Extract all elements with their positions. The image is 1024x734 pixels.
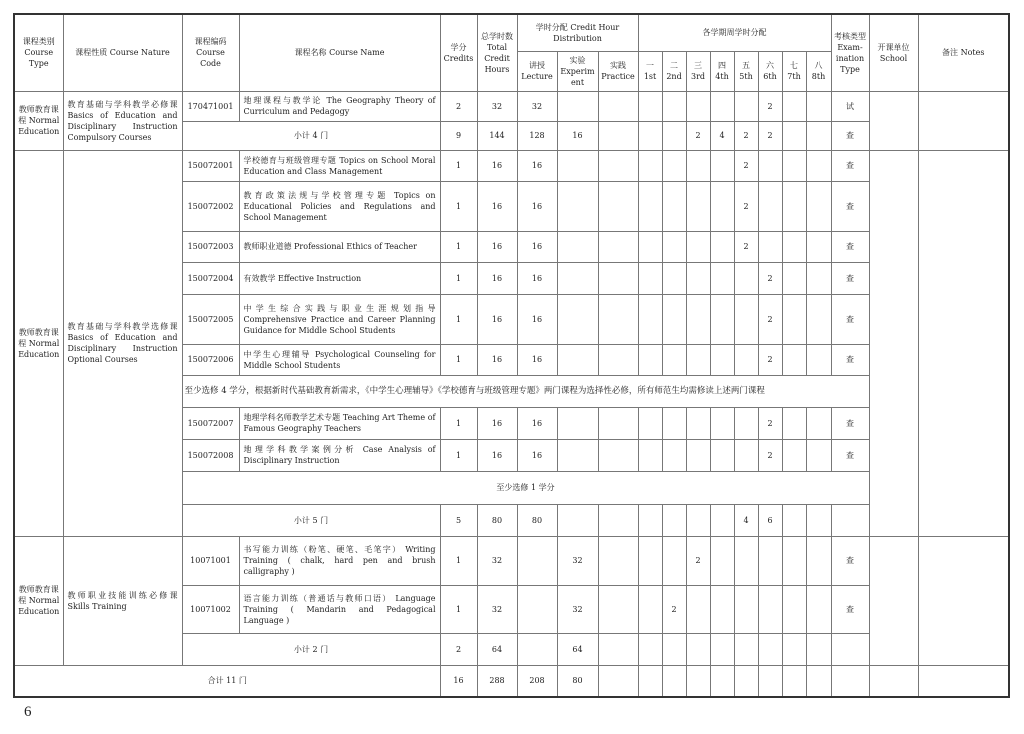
table-row <box>14 536 1009 585</box>
credits-cell: 1 <box>440 181 477 231</box>
total-hours-cell: 144 <box>477 121 517 150</box>
table-body <box>14 91 1009 697</box>
header-semester: 二 2nd <box>662 51 686 91</box>
total-hours-cell: 16 <box>477 439 517 471</box>
semester-hours-cell <box>686 262 710 294</box>
experiment-cell <box>557 504 598 536</box>
semester-hours-cell <box>710 536 734 585</box>
semester-hours-cell <box>662 294 686 344</box>
header-course-code: 课程编码 Course Code <box>182 14 239 91</box>
semester-hours-cell <box>710 150 734 181</box>
semester-hours-cell <box>638 536 662 585</box>
lecture-cell: 208 <box>517 665 557 697</box>
semester-hours-cell: 2 <box>758 121 782 150</box>
course-code-cell: 10071002 <box>182 585 239 633</box>
course-name-cell: 地理学科名师教学艺术专题 Teaching Art Theme of Famous Geography Teachers <box>239 407 440 439</box>
course-name-cell: 地理学科教学案例分析 Case Analysis of Disciplinary Instruction <box>239 439 440 471</box>
semester-hours-cell <box>782 407 806 439</box>
lecture-cell: 16 <box>517 344 557 375</box>
practice-cell <box>598 150 638 181</box>
semester-hours-cell <box>662 91 686 121</box>
exam-type-cell: 试 <box>831 91 869 121</box>
course-type-cell: 教师教育课程 Normal Education <box>14 536 63 665</box>
exam-type-cell: 查 <box>831 262 869 294</box>
subtotal-label: 小计 5 门 <box>182 504 440 536</box>
total-hours-cell: 16 <box>477 262 517 294</box>
semester-hours-cell <box>638 91 662 121</box>
semester-hours-cell: 2 <box>662 585 686 633</box>
credits-cell: 16 <box>440 665 477 697</box>
experiment-cell: 32 <box>557 536 598 585</box>
semester-hours-cell <box>662 439 686 471</box>
semester-hours-cell <box>806 150 831 181</box>
semester-hours-cell <box>734 633 758 665</box>
course-code-cell: 170471001 <box>182 91 239 121</box>
course-code-cell: 150072007 <box>182 407 239 439</box>
total-hours-cell: 16 <box>477 231 517 262</box>
semester-hours-cell <box>782 181 806 231</box>
exam-type-cell <box>831 665 869 697</box>
header-distribution: 学时分配 Credit Hour Distribution <box>517 14 638 51</box>
course-name-cell: 有效教学 Effective Instruction <box>239 262 440 294</box>
semester-hours-cell <box>638 294 662 344</box>
semester-hours-cell <box>782 536 806 585</box>
lecture-cell: 16 <box>517 150 557 181</box>
exam-type-cell <box>831 504 869 536</box>
notes-cell <box>918 91 1009 150</box>
total-hours-cell: 32 <box>477 585 517 633</box>
credits-cell: 1 <box>440 262 477 294</box>
credits-cell: 1 <box>440 231 477 262</box>
semester-hours-cell: 2 <box>734 150 758 181</box>
semester-hours-cell <box>734 585 758 633</box>
semester-hours-cell <box>782 439 806 471</box>
semester-hours-cell <box>638 121 662 150</box>
semester-hours-cell <box>782 633 806 665</box>
semester-hours-cell <box>710 344 734 375</box>
grand-total-label: 合计 11 门 <box>14 665 440 697</box>
lecture-cell: 80 <box>517 504 557 536</box>
total-hours-cell: 16 <box>477 407 517 439</box>
semester-hours-cell: 2 <box>734 181 758 231</box>
lecture-cell: 128 <box>517 121 557 150</box>
practice-cell <box>598 536 638 585</box>
practice-cell <box>598 633 638 665</box>
total-hours-cell: 32 <box>477 536 517 585</box>
semester-hours-cell <box>806 91 831 121</box>
notes-cell <box>918 665 1009 697</box>
header-practice: 实践 Practice <box>598 51 638 91</box>
school-cell <box>869 91 918 150</box>
practice-cell <box>598 262 638 294</box>
course-nature-cell: 教育基础与学科教学选修课 Basics of Education and Disciplinary Instruction Optional Courses <box>63 150 182 536</box>
semester-hours-cell <box>686 504 710 536</box>
exam-type-cell: 查 <box>831 150 869 181</box>
header-notes: 备注 Notes <box>918 14 1009 91</box>
total-hours-cell: 16 <box>477 150 517 181</box>
semester-hours-cell: 2 <box>686 536 710 585</box>
semester-hours-cell <box>806 633 831 665</box>
semester-hours-cell: 2 <box>758 344 782 375</box>
course-name-cell: 中学生心理辅导 Psychological Counseling for Middle School Students <box>239 344 440 375</box>
school-cell <box>869 665 918 697</box>
practice-cell <box>598 344 638 375</box>
semester-hours-cell <box>710 585 734 633</box>
semester-hours-cell <box>662 407 686 439</box>
semester-hours-cell <box>806 262 831 294</box>
exam-type-cell: 查 <box>831 344 869 375</box>
semester-hours-cell <box>734 665 758 697</box>
total-hours-cell: 16 <box>477 294 517 344</box>
page-number: 6 <box>24 704 32 720</box>
semester-hours-cell: 4 <box>734 504 758 536</box>
semester-hours-cell <box>806 585 831 633</box>
practice-cell <box>598 439 638 471</box>
lecture-cell <box>517 585 557 633</box>
exam-type-cell: 查 <box>831 585 869 633</box>
semester-hours-cell <box>638 262 662 294</box>
semester-hours-cell <box>686 91 710 121</box>
experiment-cell <box>557 439 598 471</box>
total-hours-cell: 16 <box>477 344 517 375</box>
credits-cell: 1 <box>440 150 477 181</box>
semester-hours-cell <box>710 91 734 121</box>
course-nature-cell: 教育基础与学科教学必修课 Basics of Education and Disciplinary Instruction Compulsory Courses <box>63 91 182 150</box>
semester-hours-cell <box>758 536 782 585</box>
credits-cell: 1 <box>440 407 477 439</box>
course-name-cell: 地理课程与教学论 The Geography Theory of Curriculum and Pedagogy <box>239 91 440 121</box>
semester-hours-cell <box>782 585 806 633</box>
experiment-cell: 80 <box>557 665 598 697</box>
credits-cell: 1 <box>440 536 477 585</box>
table-row <box>14 150 1009 181</box>
semester-hours-cell <box>638 344 662 375</box>
experiment-cell <box>557 294 598 344</box>
semester-hours-cell <box>806 665 831 697</box>
course-type-cell: 教师教育课程 Normal Education <box>14 150 63 536</box>
experiment-cell <box>557 344 598 375</box>
semester-hours-cell <box>758 181 782 231</box>
experiment-cell: 32 <box>557 585 598 633</box>
credits-cell: 1 <box>440 294 477 344</box>
header-semester: 六 6th <box>758 51 782 91</box>
lecture-cell: 16 <box>517 181 557 231</box>
experiment-cell <box>557 231 598 262</box>
experiment-cell <box>557 407 598 439</box>
experiment-cell: 64 <box>557 633 598 665</box>
semester-hours-cell <box>782 504 806 536</box>
total-hours-cell: 64 <box>477 633 517 665</box>
header-course-name: 课程名称 Course Name <box>239 14 440 91</box>
note-cell: 至少选修 4 学分，根据新时代基础教育新需求，《中学生心理辅导》《学校德育与班级管理专题》两门课程为选择性必修，所有师范生均需修读上述两门课程 <box>182 375 869 407</box>
semester-hours-cell <box>662 262 686 294</box>
semester-hours-cell <box>758 633 782 665</box>
semester-hours-cell <box>782 231 806 262</box>
semester-hours-cell <box>734 439 758 471</box>
semester-hours-cell <box>806 439 831 471</box>
header-lecture: 讲授 Lecture <box>517 51 557 91</box>
semester-hours-cell <box>686 181 710 231</box>
semester-hours-cell <box>710 439 734 471</box>
practice-cell <box>598 231 638 262</box>
semester-hours-cell <box>710 262 734 294</box>
practice-cell <box>598 504 638 536</box>
table-row <box>14 91 1009 121</box>
semester-hours-cell <box>638 504 662 536</box>
practice-cell <box>598 121 638 150</box>
semester-hours-cell <box>806 536 831 585</box>
semester-hours-cell <box>806 504 831 536</box>
semester-hours-cell <box>806 121 831 150</box>
semester-hours-cell: 2 <box>734 121 758 150</box>
semester-hours-cell <box>686 665 710 697</box>
semester-hours-cell <box>710 294 734 344</box>
credits-cell: 1 <box>440 344 477 375</box>
semester-hours-cell <box>662 633 686 665</box>
semester-hours-cell <box>638 181 662 231</box>
practice-cell <box>598 407 638 439</box>
semester-hours-cell: 2 <box>758 439 782 471</box>
semester-hours-cell <box>782 150 806 181</box>
lecture-cell: 16 <box>517 231 557 262</box>
semester-hours-cell <box>734 294 758 344</box>
header-exam-type: 考核类型 Exam-ination Type <box>831 14 869 91</box>
course-name-cell: 教师职业道德 Professional Ethics of Teacher <box>239 231 440 262</box>
semester-hours-cell <box>806 294 831 344</box>
semester-hours-cell <box>806 231 831 262</box>
semester-hours-cell <box>686 585 710 633</box>
semester-hours-cell <box>710 665 734 697</box>
semester-hours-cell <box>710 181 734 231</box>
semester-hours-cell <box>806 181 831 231</box>
notes-cell <box>918 536 1009 665</box>
exam-type-cell: 查 <box>831 439 869 471</box>
semester-hours-cell <box>686 231 710 262</box>
semester-hours-cell <box>806 344 831 375</box>
lecture-cell: 32 <box>517 91 557 121</box>
header-experiment: 实验 Experiment <box>557 51 598 91</box>
semester-hours-cell <box>710 407 734 439</box>
exam-type-cell <box>831 633 869 665</box>
semester-hours-cell <box>686 344 710 375</box>
lecture-cell: 16 <box>517 262 557 294</box>
header-semester: 三 3rd <box>686 51 710 91</box>
header-semester: 八 8th <box>806 51 831 91</box>
header-semesters: 各学期周学时分配 <box>638 14 831 51</box>
lecture-cell <box>517 633 557 665</box>
semester-hours-cell <box>638 633 662 665</box>
credits-cell: 2 <box>440 91 477 121</box>
course-code-cell: 150072003 <box>182 231 239 262</box>
semester-hours-cell <box>758 585 782 633</box>
semester-hours-cell <box>686 150 710 181</box>
header-semester: 五 5th <box>734 51 758 91</box>
semester-hours-cell <box>638 585 662 633</box>
semester-hours-cell: 6 <box>758 504 782 536</box>
lecture-cell <box>517 536 557 585</box>
semester-hours-cell <box>686 439 710 471</box>
semester-hours-cell <box>710 633 734 665</box>
semester-hours-cell <box>662 181 686 231</box>
semester-hours-cell <box>662 121 686 150</box>
credits-cell: 1 <box>440 439 477 471</box>
school-cell <box>869 150 918 536</box>
semester-hours-cell <box>662 536 686 585</box>
semester-hours-cell <box>782 91 806 121</box>
header-course-nature: 课程性质 Course Nature <box>63 14 182 91</box>
course-name-cell: 学校德育与班级管理专题 Topics on School Moral Education and Class Management <box>239 150 440 181</box>
header-course-type: 课程类别 Course Type <box>14 14 63 91</box>
semester-hours-cell <box>662 231 686 262</box>
semester-hours-cell <box>758 150 782 181</box>
semester-hours-cell <box>734 91 758 121</box>
semester-hours-cell <box>734 262 758 294</box>
semester-hours-cell: 2 <box>734 231 758 262</box>
semester-hours-cell <box>782 344 806 375</box>
exam-type-cell: 查 <box>831 536 869 585</box>
lecture-cell: 16 <box>517 407 557 439</box>
header-school: 开课单位 School <box>869 14 918 91</box>
experiment-cell <box>557 262 598 294</box>
exam-type-cell: 查 <box>831 231 869 262</box>
semester-hours-cell <box>662 665 686 697</box>
credits-cell: 5 <box>440 504 477 536</box>
exam-type-cell: 查 <box>831 181 869 231</box>
semester-hours-cell <box>638 407 662 439</box>
semester-hours-cell <box>638 665 662 697</box>
experiment-cell <box>557 91 598 121</box>
semester-hours-cell <box>806 407 831 439</box>
grand-total-row <box>14 665 1009 697</box>
experiment-cell <box>557 150 598 181</box>
credits-cell: 1 <box>440 585 477 633</box>
semester-hours-cell <box>710 504 734 536</box>
semester-hours-cell <box>662 344 686 375</box>
semester-hours-cell <box>782 294 806 344</box>
semester-hours-cell <box>638 439 662 471</box>
course-code-cell: 150072006 <box>182 344 239 375</box>
practice-cell <box>598 665 638 697</box>
semester-hours-cell <box>782 121 806 150</box>
subtotal-label: 小计 4 门 <box>182 121 440 150</box>
semester-hours-cell <box>638 231 662 262</box>
notes-cell <box>918 150 1009 536</box>
semester-hours-cell <box>638 150 662 181</box>
lecture-cell: 16 <box>517 439 557 471</box>
course-code-cell: 10071001 <box>182 536 239 585</box>
course-code-cell: 150072004 <box>182 262 239 294</box>
semester-hours-cell: 2 <box>758 91 782 121</box>
semester-hours-cell: 2 <box>758 294 782 344</box>
semester-hours-cell: 2 <box>686 121 710 150</box>
course-code-cell: 150072008 <box>182 439 239 471</box>
semester-hours-cell <box>662 504 686 536</box>
total-hours-cell: 32 <box>477 91 517 121</box>
exam-type-cell: 查 <box>831 294 869 344</box>
semester-hours-cell <box>734 536 758 585</box>
course-code-cell: 150072001 <box>182 150 239 181</box>
total-hours-cell: 16 <box>477 181 517 231</box>
semester-hours-cell <box>758 231 782 262</box>
semester-hours-cell <box>686 407 710 439</box>
course-name-cell: 语言能力训练（普通话与教师口语） Language Training ( Mandarin and Pedagogical Language ) <box>239 585 440 633</box>
exam-type-cell: 查 <box>831 407 869 439</box>
semester-hours-cell <box>758 665 782 697</box>
total-hours-cell: 288 <box>477 665 517 697</box>
subtotal-label: 小计 2 门 <box>182 633 440 665</box>
course-name-cell: 书写能力训练（粉笔、硬笔、毛笔字） Writing Training ( chalk, hard pen and brush calligraphy ) <box>239 536 440 585</box>
semester-hours-cell <box>662 150 686 181</box>
curriculum-table <box>13 13 1010 698</box>
semester-hours-cell: 2 <box>758 262 782 294</box>
semester-hours-cell <box>782 262 806 294</box>
course-type-cell: 教师教育课程 Normal Education <box>14 91 63 150</box>
credits-cell: 9 <box>440 121 477 150</box>
exam-type-cell: 查 <box>831 121 869 150</box>
course-code-cell: 150072002 <box>182 181 239 231</box>
semester-hours-cell <box>710 231 734 262</box>
course-name-cell: 中学生综合实践与职业生涯规划指导 Comprehensive Practice and Career Planning Guidance for Middle School Students <box>239 294 440 344</box>
experiment-cell <box>557 181 598 231</box>
semester-hours-cell: 4 <box>710 121 734 150</box>
course-nature-cell: 教师职业技能训练必修课 Skills Training <box>63 536 182 665</box>
practice-cell <box>598 585 638 633</box>
semester-hours-cell <box>734 344 758 375</box>
header-semester: 一 1st <box>638 51 662 91</box>
school-cell <box>869 536 918 665</box>
note-cell: 至少选修 1 学分 <box>182 471 869 504</box>
semester-hours-cell <box>782 665 806 697</box>
semester-hours-cell: 2 <box>758 407 782 439</box>
header-semester: 四 4th <box>710 51 734 91</box>
credits-cell: 2 <box>440 633 477 665</box>
practice-cell <box>598 294 638 344</box>
course-code-cell: 150072005 <box>182 294 239 344</box>
practice-cell <box>598 91 638 121</box>
semester-hours-cell <box>734 407 758 439</box>
lecture-cell: 16 <box>517 294 557 344</box>
header-credits: 学分 Credits <box>440 14 477 91</box>
experiment-cell: 16 <box>557 121 598 150</box>
total-hours-cell: 80 <box>477 504 517 536</box>
practice-cell <box>598 181 638 231</box>
header-semester: 七 7th <box>782 51 806 91</box>
semester-hours-cell <box>686 633 710 665</box>
semester-hours-cell <box>686 294 710 344</box>
course-name-cell: 教育政策法规与学校管理专题 Topics on Educational Policies and Regulations and School Management <box>239 181 440 231</box>
header-total-hours: 总学时数 Total Credit Hours <box>477 14 517 91</box>
